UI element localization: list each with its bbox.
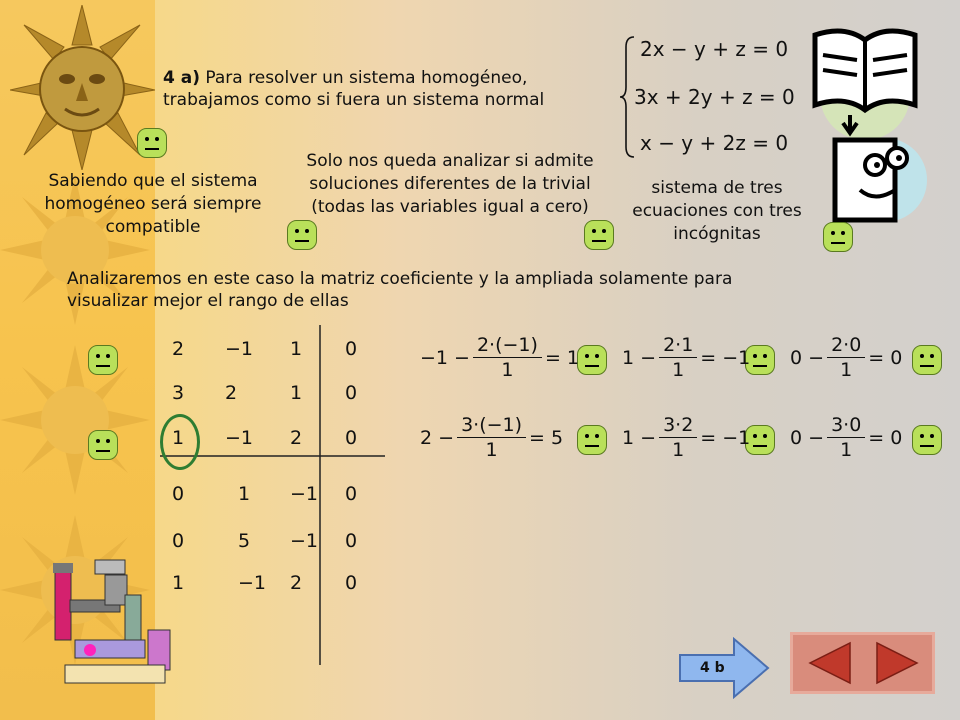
note-compatible: Sabiendo que el sistema homogéneo será siempre compatible [44, 171, 262, 237]
calc-denominator: 1 [672, 439, 685, 461]
matrix-cell: 0 [345, 382, 358, 404]
calc-fraction [457, 413, 526, 462]
smiley-icon [88, 430, 118, 460]
calc-fraction [659, 413, 697, 462]
calc-result: = −1 [700, 426, 751, 449]
matrix-cell: 0 [345, 338, 358, 360]
row-reduction-calculation [790, 333, 902, 382]
row-reduction-calculation [622, 413, 750, 462]
matrix-cell: 5 [238, 530, 251, 552]
calc-result: = 0 [868, 426, 903, 449]
calc-denominator: 1 [840, 439, 853, 461]
matrix-cell: 2 [290, 427, 303, 449]
calc-result: = −1 [700, 346, 751, 369]
matrix-cell: 1 [172, 572, 185, 594]
smiley-icon [823, 222, 853, 252]
calc-prefix: 0 − [790, 426, 825, 449]
smiley-icon [912, 345, 942, 375]
calc-denominator: 1 [840, 359, 853, 381]
row-reduction-calculation [622, 333, 750, 382]
calc-numerator: 2·0 [827, 333, 865, 358]
calc-numerator: 3·(−1) [457, 413, 526, 438]
matrix-cell: 0 [172, 530, 185, 552]
calc-numerator: 2·(−1) [473, 333, 542, 358]
next-button-label: 4 b [700, 660, 725, 676]
row-reduction-calculation [420, 333, 579, 382]
intro-line1: Para resolver un sistema homogéneo, [205, 68, 528, 88]
matrix-cell: −1 [225, 427, 254, 449]
equation-3: x − y + 2z = 0 [640, 131, 789, 155]
smiley-icon [88, 345, 118, 375]
calc-prefix: 1 − [622, 346, 657, 369]
calc-result: = 5 [529, 426, 564, 449]
equation-system [620, 35, 795, 160]
smiley-icon [584, 220, 614, 250]
smiley-icon [577, 345, 607, 375]
calc-prefix: 0 − [790, 346, 825, 369]
equation-2: 3x + 2y + z = 0 [634, 85, 795, 109]
calc-result: = 1 [544, 346, 579, 369]
matrix-cell: 0 [172, 483, 185, 505]
row-reduction-calculation [420, 413, 563, 462]
part-label: 4 a) [163, 68, 200, 88]
calc-prefix: 2 − [420, 426, 455, 449]
intro-text [163, 67, 603, 111]
calc-prefix: 1 − [622, 426, 657, 449]
note-three-equations: sistema de tres ecuaciones con tres incógnitas [632, 178, 802, 244]
calc-denominator: 1 [485, 439, 498, 461]
smiley-icon [287, 220, 317, 250]
calc-denominator: 1 [672, 359, 685, 381]
matrix-cell: 2 [290, 572, 303, 594]
matrix-cell: 0 [345, 530, 358, 552]
calc-numerator: 3·0 [827, 413, 865, 438]
calc-numerator: 2·1 [659, 333, 697, 358]
matrix-cell: 1 [290, 338, 303, 360]
forward-arrow-button[interactable] [872, 640, 922, 686]
calc-denominator: 1 [501, 359, 514, 381]
matrix-cell: 0 [345, 572, 358, 594]
matrix-cell: −1 [225, 338, 254, 360]
sun-face-icon [10, 5, 155, 170]
row-reduction-calculation [790, 413, 902, 462]
calc-fraction [827, 333, 865, 382]
sun-icon [0, 345, 150, 495]
calc-fraction [659, 333, 697, 382]
matrix-cell: 0 [345, 483, 358, 505]
equation-1: 2x − y + z = 0 [640, 37, 789, 61]
intro-line2: trabajamos como si fuera un sistema normal [163, 90, 545, 110]
matrix-cell: −1 [290, 530, 319, 552]
matrix-cell: 1 [172, 427, 185, 449]
smiley-icon [912, 425, 942, 455]
matrix-cell: 1 [238, 483, 251, 505]
matrix-cell: 1 [290, 382, 303, 404]
calc-numerator: 3·2 [659, 413, 697, 438]
calc-prefix: −1 − [420, 346, 470, 369]
previous-arrow-button[interactable] [805, 640, 855, 686]
calc-result: = 0 [868, 346, 903, 369]
matrix-cell: 3 [172, 382, 185, 404]
matrix-cell: 2 [225, 382, 238, 404]
book-thinker-icon [805, 25, 935, 225]
matrix-cell: −1 [290, 483, 319, 505]
microscope-robot-icon [50, 555, 175, 690]
smiley-icon [137, 128, 167, 158]
calc-fraction [473, 333, 542, 382]
analysis-text [67, 268, 867, 312]
analysis-line2: visualizar mejor el rango de ellas [67, 291, 349, 311]
analysis-line1: Analizaremos en este caso la matriz coeficiente y la ampliada solamente para [67, 269, 733, 289]
matrix-cell: −1 [238, 572, 267, 594]
note-trivial-solution: Solo nos queda analizar si admite soluciones diferentes de la trivial (todas las variables igual a cero) [306, 151, 594, 217]
matrix-cell: 0 [345, 427, 358, 449]
matrix-cell: 2 [172, 338, 185, 360]
calc-fraction [827, 413, 865, 462]
smiley-icon [577, 425, 607, 455]
